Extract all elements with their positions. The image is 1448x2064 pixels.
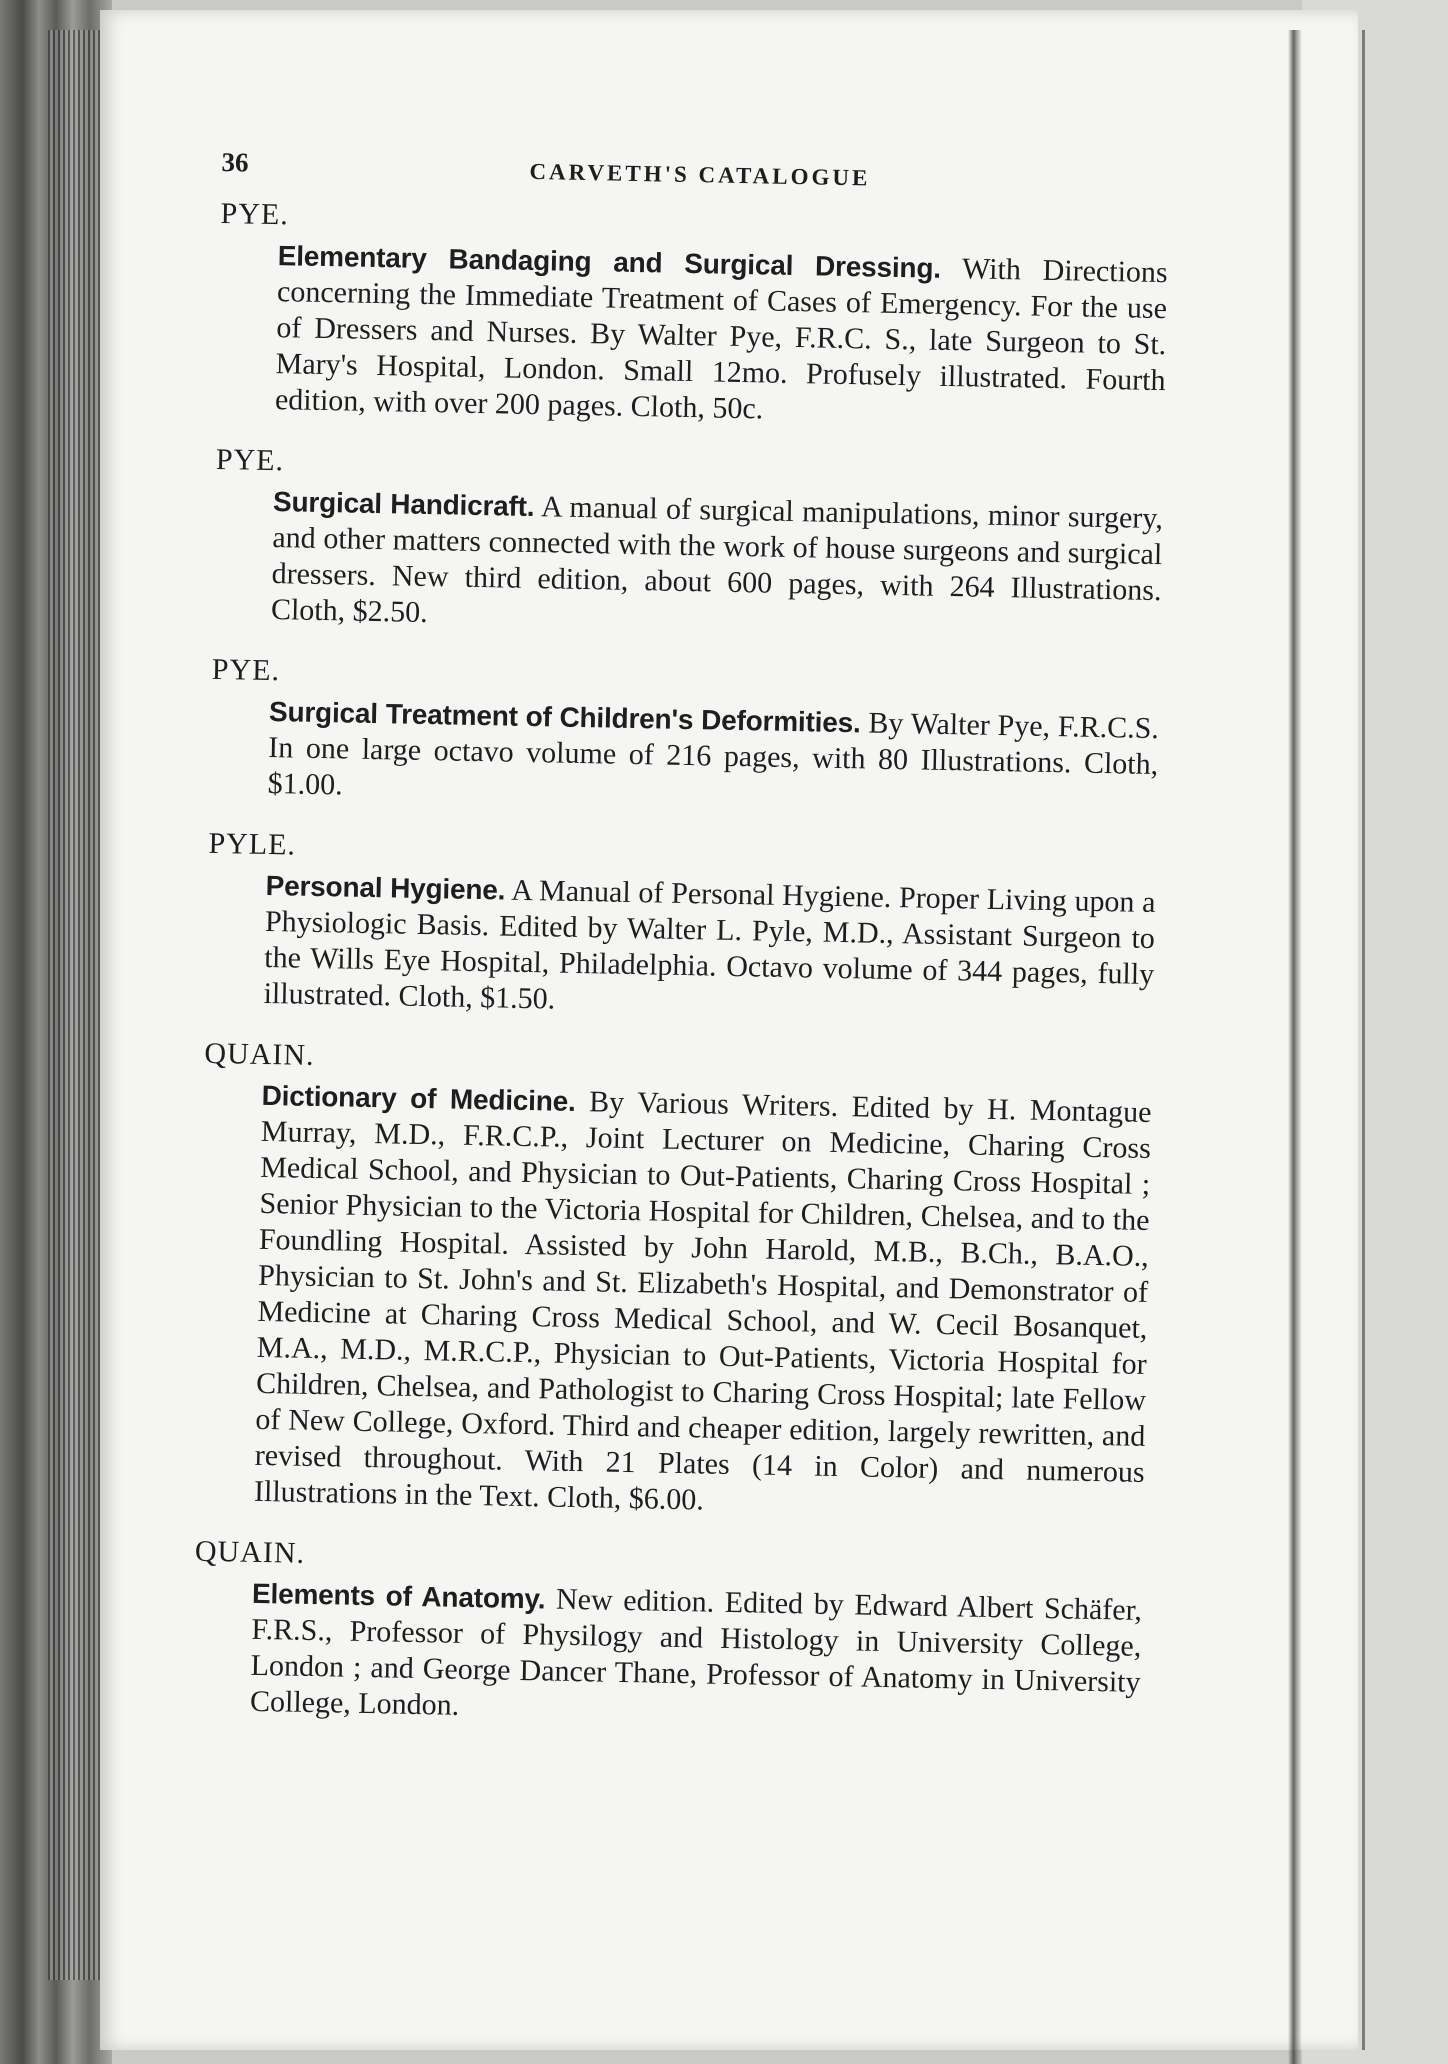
entry-description: A manual of surgical manipulations, minor surgery, and other matters connected with the work of house surgeons and surgical dressers. New third edition, about 600 pages, with 264 Illustrations. Cloth, $2.50. (270, 490, 1164, 630)
entry-body (271, 484, 1164, 645)
entry-description: By Various Writers. Edited by H. Montague Murray, M.D., F.R.C.P., Joint Lecturer on Medicine, Charing Cross Medical School, and Physician to Out-Patients, Charing Cross Hospital ; Senior Physician to the Victoria Hospital for Children, Chelsea, and to the Foundling Hospital. Assisted by John Harold, M.B., B.Ch., B.A.O., Physician to St. John's and St. Elizabeth's Hospital, and Demonstrator of Medicine at Charing Cross Medical School, and W. Cecil Bosanquet, M.A., M.D., M.R.C.P., Physician to Out-Patients, Victoria Hospital for Children, Chelsea, and Pathologist to Charing Cross Hospital; late Fellow of New College, Oxford. Third and cheaper edition, largely rewritten, and revised throughout. With 21 Plates (14 in Color) and numerous Illustrations in the Text. Cloth, $6.00. (253, 1084, 1152, 1517)
entry-title: Personal Hygiene. (265, 869, 506, 906)
running-title: CARVETH'S CATALOGUE (529, 158, 871, 191)
entry-body (254, 1078, 1152, 1527)
catalogue-entry (161, 442, 1174, 645)
entry-title: Elements of Anatomy. (251, 1577, 546, 1615)
entry-author: QUAIN. (194, 1534, 306, 1570)
entry-author: PYE. (215, 442, 285, 478)
page-number: 36 (221, 146, 249, 178)
entry-description: New edition. Edited by Edward Albert Schäfer, F.R.S., Professor of Physilogy and Histology in University College, London ; and George Dancer Thane, Professor of Anatomy in University College, London. (249, 1582, 1143, 1722)
catalogue-entry (165, 196, 1179, 435)
entry-title: Dictionary of Medicine. (261, 1079, 576, 1117)
catalogue-entry (153, 826, 1166, 1029)
entry-description: By Walter Pye, F.R.C.S. In one large octavo volume of 216 pages, with 80 Illustrations. Cloth, $1.00. (267, 706, 1160, 802)
entry-author: PYE. (211, 652, 281, 688)
page-fold-line (1362, 30, 1365, 2050)
entry-description: With Directions concerning the Immediate Treatment of Cases of Emergency. For the use of Dressers and Nurses. By Walter Pye, F.R.C. S., late Surgeon to St. Mary's Hospital, London. Small 12mo. Profusely illustrated. Fourth edition, with over 200 pages. Cloth, 50c. (274, 251, 1168, 426)
entry-body (263, 868, 1156, 1029)
entry-body (275, 238, 1168, 435)
entry-body (267, 694, 1159, 819)
entry-title: Elementary Bandaging and Surgical Dressing. (277, 240, 942, 284)
entry-body (250, 1576, 1143, 1737)
entry-author: PYE. (220, 196, 290, 232)
entry-title: Surgical Handicraft. (272, 486, 535, 523)
page-stack (48, 30, 100, 1980)
catalogue-entry (140, 1534, 1153, 1737)
entry-description: A Manual of Personal Hygiene. Proper Living upon a Physiologic Basis. Edited by Walter L. Pyle, M.D., Assistant Surgeon to the Wills Eye Hospital, Philadelphia. Octavo volume of 344 pages, fully illustrated. Cloth, $1.50. (263, 873, 1156, 1016)
catalogue-entry (157, 652, 1170, 819)
entry-author: QUAIN. (204, 1036, 315, 1072)
entry-author: PYLE. (208, 826, 297, 862)
page-fold (1288, 30, 1302, 2064)
catalogue-entry (144, 1036, 1163, 1527)
page-content (140, 140, 1180, 1737)
entry-title: Surgical Treatment of Children's Deformities. (268, 696, 861, 739)
